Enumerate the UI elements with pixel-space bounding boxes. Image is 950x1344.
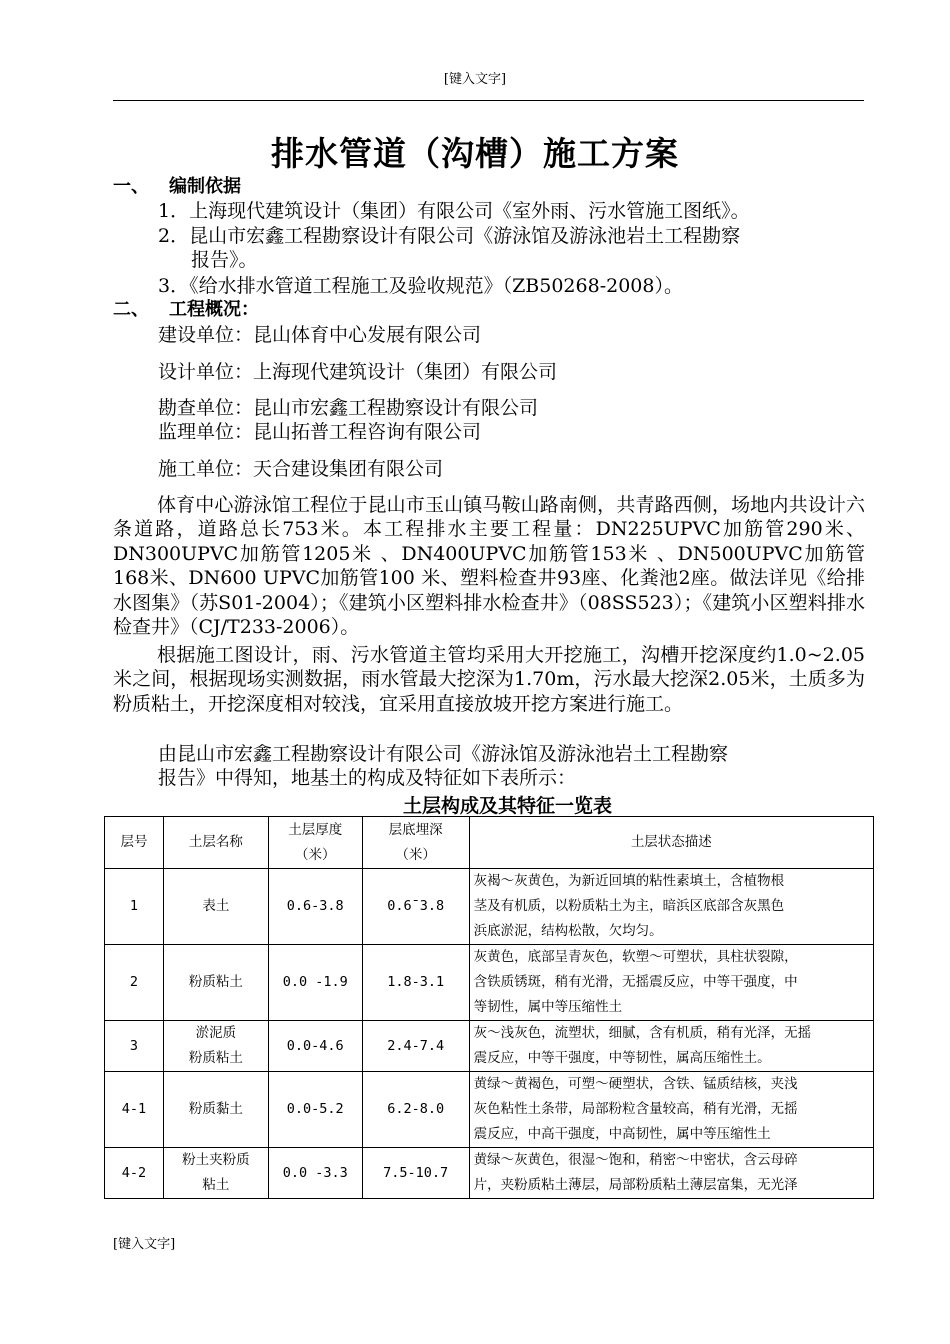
reference-item-3: 3．《给水排水管道工程施工及验收规范》（ZB50268-2008）。 [158, 275, 683, 297]
cell-layer-name: 表土 [163, 869, 268, 945]
header-layer-no: 层号 [105, 817, 164, 869]
cell-thickness: 0.0-5.2 [268, 1072, 362, 1148]
header-rule [113, 100, 864, 101]
table-row [105, 1072, 874, 1148]
project-overview-paragraph: 体育中心游泳馆工程位于昆山市玉山镇马鞍山路南侧，共青路西侧，场地内共设计六条道路，道路总长753米。本工程排水主要工程量：DN225UPVC加筋管290米、DN300UPVC加筋管1205米 、DN400UPVC加筋管153米 、DN500UPVC加筋管168米、DN600 UPVC加筋管100 米、塑料检查井93座、化粪池2座。做法详见《给排水图集》（苏S01-2004）；《建筑小区塑料排水检查井》（08SS523）；《建筑小区塑料排水检查井》（CJ/T233-2006）。 [113, 494, 865, 639]
cell-layer-no: 3 [105, 1021, 164, 1072]
survey-report-line-1: 由昆山市宏鑫工程勘察设计有限公司《游泳馆及游泳池岩土工程勘察 [158, 743, 729, 765]
cell-depth: 2.4-7.4 [362, 1021, 469, 1072]
construction-unit: 建设单位：昆山体育中心发展有限公司 [158, 324, 482, 346]
table-caption: 土层构成及其特征一览表 [402, 795, 612, 817]
supervision-unit: 监理单位：昆山拓普工程咨询有限公司 [158, 421, 482, 443]
contractor-unit: 施工单位：天合建设集团有限公司 [158, 458, 444, 480]
cell-layer-name: 粉质粘土 [163, 945, 268, 1021]
excavation-paragraph: 根据施工图设计，雨、污水管道主管均采用大开挖施工，沟槽开挖深度约1.0~2.05米之间，根据现场实测数据，雨水管最大挖深为1.70m，污水最大挖深2.05米，土质多为粉质粘土，开挖深度相对较浅，宜采用直接放坡开挖方案进行施工。 [113, 644, 865, 715]
table-header-row [105, 817, 874, 869]
table-row [105, 869, 874, 945]
cell-depth: 1.8-3.1 [362, 945, 469, 1021]
header-depth: 层底埋深 （米） [362, 817, 469, 869]
soil-layer-table [104, 816, 874, 1199]
cell-thickness: 0.0 -3.3 [268, 1148, 362, 1199]
page-header: [键入文字] [443, 72, 507, 87]
section-2-heading [113, 298, 259, 322]
section-1-title: 编制依据 [169, 176, 241, 197]
header-description: 土层状态描述 [469, 817, 873, 869]
cell-depth: 6.2-8.0 [362, 1072, 469, 1148]
cell-layer-no: 1 [105, 869, 164, 945]
cell-layer-no: 4-1 [105, 1072, 164, 1148]
cell-description: 灰～浅灰色，流塑状，细腻，含有机质，稍有光泽，无摇 震反应，中等干强度，中等韧性，属高压缩性土。 [469, 1021, 873, 1072]
reference-item-2-cont: 报告》。 [191, 249, 258, 271]
section-2-title: 工程概况： [169, 299, 259, 320]
reference-item-2: 2．昆山市宏鑫工程勘察设计有限公司《游泳馆及游泳池岩土工程勘察 [158, 225, 741, 247]
survey-unit: 勘查单位：昆山市宏鑫工程勘察设计有限公司 [158, 397, 539, 419]
cell-thickness: 0.6-3.8 [268, 869, 362, 945]
cell-layer-no: 2 [105, 945, 164, 1021]
header-layer-name: 土层名称 [163, 817, 268, 869]
section-1-heading [113, 175, 241, 199]
cell-description: 灰黄色，底部呈青灰色，软塑～可塑状，具柱状裂隙， 含铁质锈斑，稍有光滑，无摇震反应，中等干强度，中 等韧性，属中等压缩性土 [469, 945, 873, 1021]
table-row [105, 1021, 874, 1072]
cell-thickness: 0.0-4.6 [268, 1021, 362, 1072]
table-row [105, 945, 874, 1021]
page-footer: [键入文字] [113, 1237, 176, 1252]
table-row [105, 1148, 874, 1199]
design-unit: 设计单位：上海现代建筑设计（集团）有限公司 [158, 361, 558, 383]
cell-layer-name: 粉质黏土 [163, 1072, 268, 1148]
cell-layer-name: 粉土夹粉质 粘土 [163, 1148, 268, 1199]
cell-description: 灰褐～灰黄色，为新近回填的粘性素填土，含植物根 茎及有机质，以粉质粘土为主，暗浜区底部含灰黑色 浜底淤泥，结构松散，欠均匀。 [469, 869, 873, 945]
section-1-number: 一、 [113, 176, 149, 197]
document-title: 排水管道（沟槽）施工方案 [271, 134, 679, 173]
cell-description: 黄绿～黄褐色，可塑～硬塑状，含铁、锰质结核，夹浅 灰色粘性土条带，局部粉粒含量较高，稍有光滑，无摇 震反应，中高干强度，中高韧性，属中等压缩性土 [469, 1072, 873, 1148]
header-thickness: 土层厚度 （米） [268, 817, 362, 869]
survey-report-line-2: 报告》中得知，地基土的构成及特征如下表所示： [158, 767, 577, 789]
reference-item-1: 1．上海现代建筑设计（集团）有限公司《室外雨、污水管施工图纸》。 [158, 200, 750, 222]
cell-description: 黄绿～灰黄色，很湿～饱和，稍密～中密状，含云母碎 片，夹粉质粘土薄层，局部粉质粘土薄层富集，无光泽 [469, 1148, 873, 1199]
section-2-number: 二、 [113, 299, 149, 320]
cell-depth: 0.6¯3.8 [362, 869, 469, 945]
cell-layer-no: 4-2 [105, 1148, 164, 1199]
cell-thickness: 0.0 -1.9 [268, 945, 362, 1021]
cell-layer-name: 淤泥质 粉质粘土 [163, 1021, 268, 1072]
cell-depth: 7.5-10.7 [362, 1148, 469, 1199]
